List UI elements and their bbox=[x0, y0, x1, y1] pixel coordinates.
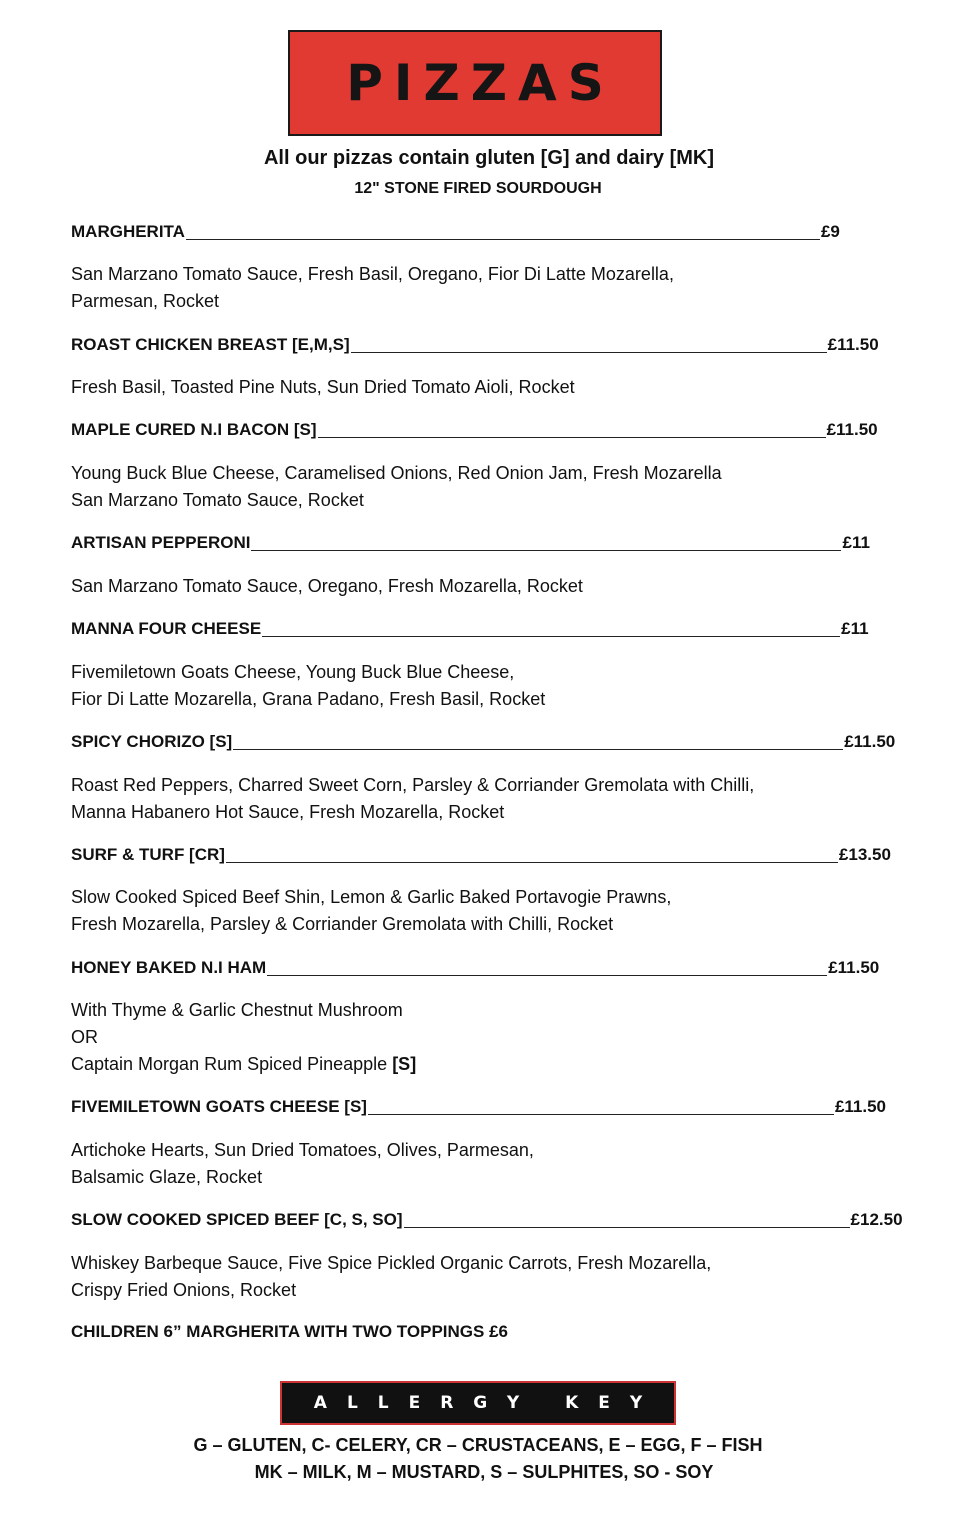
menu-item-description bbox=[71, 772, 754, 826]
item-price: £9 bbox=[820, 222, 840, 241]
menu-item-title bbox=[71, 335, 879, 355]
item-name: MARGHERITA bbox=[71, 222, 185, 241]
desc-line: Manna Habanero Hot Sauce, Fresh Mozarella, Rocket bbox=[71, 802, 505, 822]
allergy-key-line: G – GLUTEN, C- CELERY, CR – CRUSTACEANS, E – EGG, F – FISH bbox=[193, 1435, 763, 1455]
allergy-key-banner bbox=[280, 1381, 676, 1425]
menu-item-title bbox=[71, 1097, 886, 1117]
menu-item-title bbox=[71, 420, 878, 440]
item-price: £11.50 bbox=[826, 420, 878, 439]
item-price: £11.50 bbox=[844, 732, 896, 751]
menu-item-title bbox=[71, 958, 879, 978]
item-name: ROAST CHICKEN BREAST [E,M,S] bbox=[71, 335, 350, 354]
desc-line: San Marzano Tomato Sauce, Fresh Basil, Oregano, Fior Di Latte Mozarella, bbox=[71, 264, 674, 284]
desc-line bbox=[71, 1051, 416, 1078]
item-price: £11.50 bbox=[827, 335, 879, 354]
desc-text: Captain Morgan Rum Spiced Pineapple bbox=[71, 1054, 388, 1074]
page-title: PIZZAS bbox=[346, 54, 615, 112]
menu-item-description bbox=[71, 1137, 534, 1191]
item-name: HONEY BAKED N.I HAM bbox=[71, 958, 267, 977]
leader-rule bbox=[318, 437, 826, 438]
menu-item-title bbox=[71, 619, 869, 639]
leader-rule bbox=[262, 636, 840, 637]
desc-line: Crispy Fried Onions, Rocket bbox=[71, 1280, 297, 1300]
menu-item-description bbox=[71, 997, 416, 1078]
desc-line: With Thyme & Garlic Chestnut Mushroom bbox=[71, 1000, 403, 1020]
item-price: £12.50 bbox=[850, 1210, 903, 1229]
menu-item-title bbox=[71, 732, 895, 752]
item-name: ARTISAN PEPPERONI bbox=[71, 533, 251, 552]
desc-line: Fresh Mozarella, Parsley & Corriander Gremolata with Chilli, Rocket bbox=[71, 914, 614, 934]
allergy-key-title: ALLERGY KEY bbox=[313, 1393, 663, 1413]
leader-rule bbox=[351, 352, 827, 353]
allergen-tag: [S] bbox=[387, 1054, 417, 1074]
leader-rule bbox=[233, 749, 843, 750]
desc-line: Roast Red Peppers, Charred Sweet Corn, Parsley & Corriander Gremolata with Chilli, bbox=[71, 775, 755, 795]
menu-item-description bbox=[71, 374, 575, 401]
leader-rule bbox=[251, 550, 841, 551]
children-offer: CHILDREN 6” MARGHERITA WITH TWO TOPPINGS £6 bbox=[71, 1322, 508, 1341]
item-name: SURF & TURF [CR] bbox=[71, 845, 225, 864]
desc-line: OR bbox=[71, 1027, 98, 1047]
item-name: SPICY CHORIZO [S] bbox=[71, 732, 233, 751]
gluten-dairy-note: All our pizzas contain gluten [G] and dairy [MK] bbox=[263, 147, 714, 169]
desc-line: Parmesan, Rocket bbox=[71, 291, 220, 311]
menu-item-title bbox=[71, 845, 891, 865]
menu-item-description bbox=[71, 460, 722, 514]
desc-line: San Marzano Tomato Sauce, Rocket bbox=[71, 490, 364, 510]
item-price: £11 bbox=[842, 533, 870, 552]
desc-line: Slow Cooked Spiced Beef Shin, Lemon & Garlic Baked Portavogie Prawns, bbox=[71, 887, 672, 907]
desc-line: Balsamic Glaze, Rocket bbox=[71, 1167, 263, 1187]
leader-rule bbox=[226, 862, 838, 863]
leader-rule bbox=[368, 1114, 834, 1115]
item-name: MANNA FOUR CHEESE bbox=[71, 619, 262, 638]
item-name: SLOW COOKED SPICED BEEF [C, S, SO] bbox=[71, 1210, 403, 1229]
allergy-key-line: MK – MILK, M – MUSTARD, S – SULPHITES, SO - SOY bbox=[254, 1462, 714, 1482]
desc-line: Fior Di Latte Mozarella, Grana Padano, Fresh Basil, Rocket bbox=[71, 689, 546, 709]
item-price: £11 bbox=[841, 619, 869, 638]
menu-item-title bbox=[71, 1210, 903, 1230]
leader-rule bbox=[186, 239, 820, 240]
menu-item-description bbox=[71, 573, 583, 600]
item-price: £11.50 bbox=[828, 958, 880, 977]
desc-line: Artichoke Hearts, Sun Dried Tomatoes, Olives, Parmesan, bbox=[71, 1140, 534, 1160]
desc-line: Fresh Basil, Toasted Pine Nuts, Sun Dried Tomato Aioli, Rocket bbox=[71, 377, 575, 397]
item-name: FIVEMILETOWN GOATS CHEESE [S] bbox=[71, 1097, 367, 1116]
desc-line: San Marzano Tomato Sauce, Oregano, Fresh Mozarella, Rocket bbox=[71, 576, 583, 596]
desc-line: Whiskey Barbeque Sauce, Five Spice Pickled Organic Carrots, Fresh Mozarella, bbox=[71, 1253, 712, 1273]
pizzas-banner bbox=[288, 30, 662, 136]
desc-line: Young Buck Blue Cheese, Caramelised Onions, Red Onion Jam, Fresh Mozarella bbox=[71, 463, 722, 483]
desc-line: Fivemiletown Goats Cheese, Young Buck Blue Cheese, bbox=[71, 662, 515, 682]
item-price: £13.50 bbox=[838, 845, 891, 864]
menu-item-title bbox=[71, 222, 840, 242]
menu-item-title bbox=[71, 533, 870, 553]
menu-item-description bbox=[71, 261, 674, 315]
leader-rule bbox=[267, 975, 827, 976]
leader-rule bbox=[404, 1227, 850, 1228]
item-price: £11.50 bbox=[834, 1097, 887, 1116]
menu-item-description bbox=[71, 659, 545, 713]
menu-item-description bbox=[71, 884, 671, 938]
item-name: MAPLE CURED N.I BACON [S] bbox=[71, 420, 317, 439]
base-description: 12" STONE FIRED SOURDOUGH bbox=[354, 180, 602, 197]
menu-item-description bbox=[71, 1250, 711, 1304]
